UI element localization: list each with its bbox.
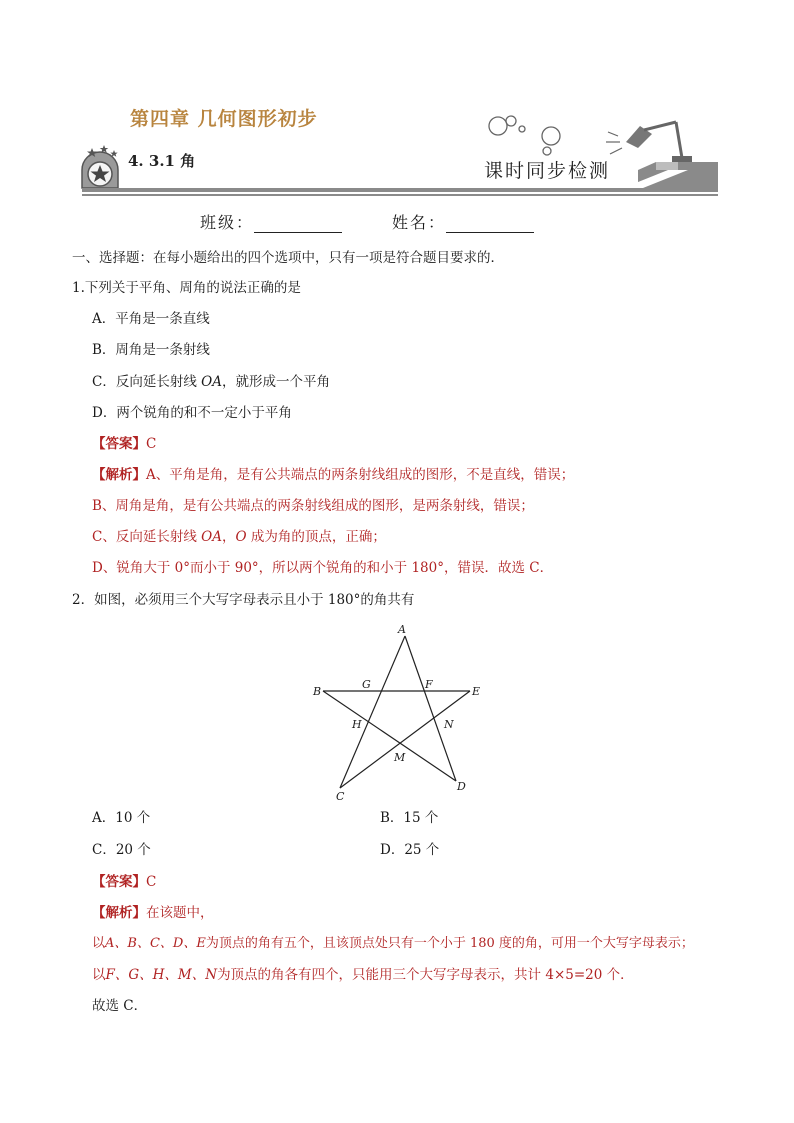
name-field[interactable] <box>392 210 534 233</box>
q1-analysis-c-post: 成为角的顶点，正确； <box>246 529 386 545</box>
label-f: F <box>425 678 433 691</box>
name-label: 姓名： <box>392 213 447 232</box>
line-a-d <box>405 636 456 781</box>
line-a-c <box>340 636 405 788</box>
q1-analysis-d: D、锐角大于 0°而小于 90°，所以两个锐角的和小于 180°，错误．故选 C． <box>92 560 554 576</box>
q2-analysis-l1-post: 为顶点的角有五个，且该顶点处只有一个小于 180 度的角，可用一个大写字母表示； <box>205 936 694 951</box>
class-label: 班级： <box>200 213 255 232</box>
label-d: D <box>457 780 466 793</box>
q1-option-c <box>92 372 330 392</box>
section-heading: 一、选择题：在每小题给出的四个选项中，只有一项是符合题目要求的． <box>72 250 504 266</box>
line-b-d <box>323 691 456 781</box>
q2-analysis-l1-pre: 以 <box>92 936 106 951</box>
desk-lamp-icon <box>606 122 692 162</box>
q2-answer-tag: 【答案】 <box>92 874 146 890</box>
line-c-e <box>340 691 470 788</box>
q1-analysis-a-text: A、平角是角，是有公共端点的两条射线组成的图形，不是直线，错误； <box>146 467 575 483</box>
q1-option-c-var: OA <box>201 374 222 390</box>
q1-analysis-tag: 【解析】 <box>92 467 146 483</box>
q1-option-d: D．两个锐角的和不一定小于平角 <box>92 405 292 421</box>
q1-option-a: A．平角是一条直线 <box>92 311 210 327</box>
q2-answer <box>92 872 156 892</box>
q1-stem: 1.下列关于平角、周角的说法正确的是 <box>72 280 301 296</box>
q1-answer-tag: 【答案】 <box>92 436 146 452</box>
q2-analysis-intro-text: 在该题中， <box>146 905 214 921</box>
q1-analysis-c-var2: O <box>235 529 247 545</box>
chapter-title: 第四章 几何图形初步 <box>130 108 318 130</box>
class-blank[interactable] <box>254 216 342 233</box>
q2-conclusion: 故选 C． <box>92 998 148 1014</box>
q2-answer-value: C <box>146 874 157 890</box>
label-m: M <box>394 751 406 764</box>
star-figure <box>300 618 500 803</box>
q1-answer-value: C <box>146 436 157 452</box>
q2-option-a: A．10 个 <box>92 810 151 826</box>
label-n: N <box>444 718 454 731</box>
q1-answer <box>92 434 156 454</box>
label-h: H <box>352 718 362 731</box>
q1-analysis-b: B、周角是角，是有公共端点的两条射线组成的图形，是两条射线，错误； <box>92 498 534 514</box>
star-badge-icon <box>82 145 118 188</box>
label-a: A <box>398 623 406 636</box>
label-c: C <box>336 790 345 803</box>
q2-analysis-intro <box>92 903 214 923</box>
q2-analysis-l2-post: 为顶点的角各有四个，只能用三个大写字母表示，共计 4×5=20 个． <box>217 967 634 983</box>
section-title: 4. 3.1 角 <box>128 152 196 170</box>
q2-analysis-line2 <box>92 965 634 985</box>
label-g: G <box>362 678 371 691</box>
q1-analysis-c-var1: OA <box>201 529 222 545</box>
q2-analysis-tag: 【解析】 <box>92 905 146 921</box>
q1-analysis-c-mid: ， <box>221 529 236 545</box>
q1-option-c-pre: C．反向延长射线 <box>92 374 202 390</box>
bubble-decoration-icon <box>489 116 560 155</box>
q2-analysis-l1-vars: A、B、C、D、E <box>105 936 206 951</box>
name-blank[interactable] <box>446 216 534 233</box>
q1-option-c-post: ，就形成一个平角 <box>221 374 330 390</box>
q2-option-b: B．15 个 <box>380 810 439 826</box>
q2-option-c: C．20 个 <box>92 842 151 858</box>
q1-analysis-a <box>92 465 574 485</box>
label-b: B <box>313 685 322 698</box>
q1-option-b: B．周角是一条射线 <box>92 342 210 358</box>
class-field[interactable] <box>200 210 342 233</box>
q2-option-d: D．25 个 <box>380 842 440 858</box>
q2-stem: 2．如图，必须用三个大写字母表示且小于 180°的角共有 <box>72 592 415 608</box>
label-e: E <box>472 685 481 698</box>
q1-analysis-c-pre: C、反向延长射线 <box>92 529 202 545</box>
q2-analysis-line1 <box>92 934 694 954</box>
q2-analysis-l2-pre: 以 <box>92 967 106 983</box>
q2-analysis-l2-vars: F、G、H、M、N <box>105 967 218 983</box>
banner-text: 课时同步检测 <box>484 160 611 182</box>
q1-analysis-c <box>92 527 386 547</box>
